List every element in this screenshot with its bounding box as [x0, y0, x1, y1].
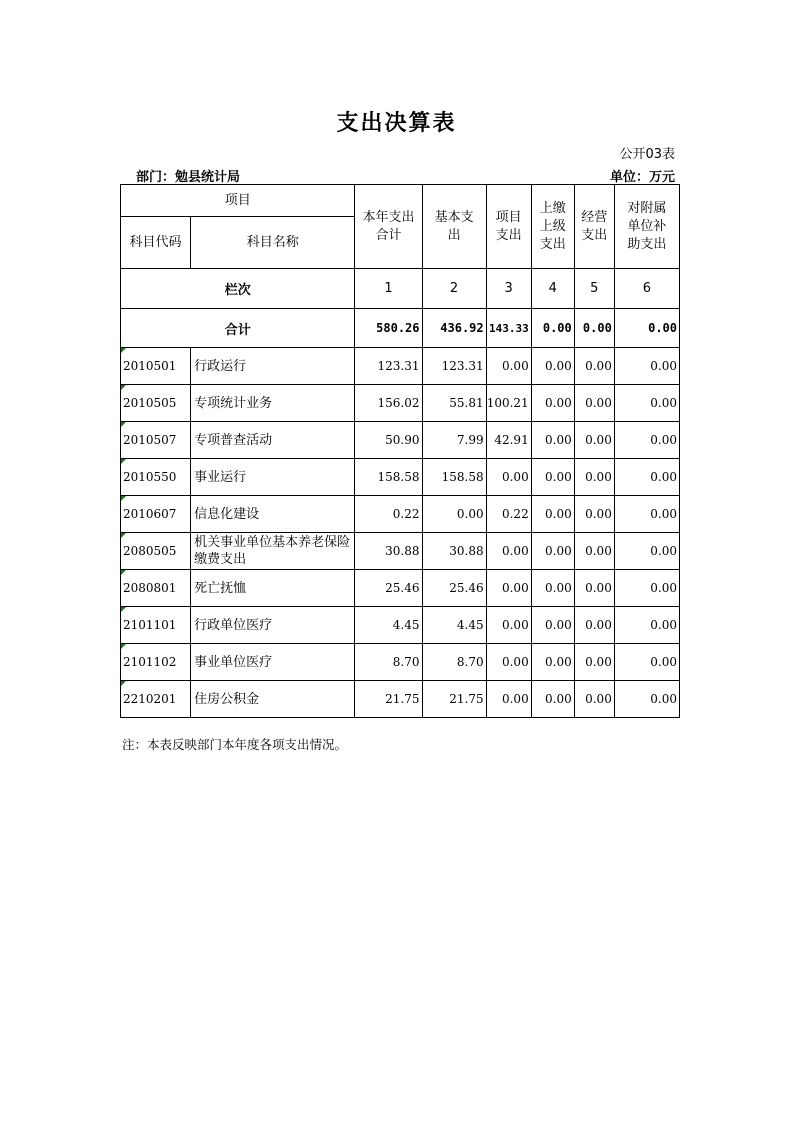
- subject-name: 专项普查活动: [191, 422, 355, 459]
- subject-name: 专项统计业务: [191, 385, 355, 422]
- table-row: [121, 533, 680, 570]
- cell-value: 0.00: [531, 348, 574, 385]
- cell-value: 123.31: [355, 348, 422, 385]
- cell-value: 0.00: [531, 422, 574, 459]
- cell-value: 0.00: [531, 533, 574, 570]
- cell-value: 0.00: [614, 348, 679, 385]
- cell-value: 0.00: [614, 385, 679, 422]
- total-label: 合计: [121, 309, 355, 348]
- table-row: [121, 422, 680, 459]
- cell-value: 158.58: [422, 459, 486, 496]
- header-upper-expenditure: 上缴上级支出: [531, 185, 574, 269]
- table-row: [121, 644, 680, 681]
- cell-value: 0.00: [574, 496, 614, 533]
- subject-name: 行政单位医疗: [191, 607, 355, 644]
- subject-name: 事业运行: [191, 459, 355, 496]
- cell-value: 0.22: [486, 496, 531, 533]
- table-row: [121, 681, 680, 718]
- cell-value: 0.00: [574, 385, 614, 422]
- cell-value: 0.00: [614, 644, 679, 681]
- cell-value: 21.75: [422, 681, 486, 718]
- cell-value: 8.70: [422, 644, 486, 681]
- cell-value: 0.00: [422, 496, 486, 533]
- total-value: 580.26: [355, 309, 422, 348]
- cell-value: 25.46: [355, 570, 422, 607]
- table-row: [121, 385, 680, 422]
- cell-value: 0.00: [486, 570, 531, 607]
- cell-value: 42.91: [486, 422, 531, 459]
- cell-value: 0.00: [486, 681, 531, 718]
- cell-value: 0.00: [486, 607, 531, 644]
- header-code: 科目代码: [121, 217, 191, 269]
- cell-value: 4.45: [355, 607, 422, 644]
- column-index: 5: [574, 269, 614, 309]
- cell-value: 30.88: [355, 533, 422, 570]
- table-row: [121, 348, 680, 385]
- subject-name: 行政运行: [191, 348, 355, 385]
- cell-value: 0.22: [355, 496, 422, 533]
- subject-name: 信息化建设: [191, 496, 355, 533]
- cell-value: 50.90: [355, 422, 422, 459]
- table-row: [121, 459, 680, 496]
- cell-value: 0.00: [614, 459, 679, 496]
- page-title: 支出决算表: [336, 111, 457, 136]
- cell-value: 0.00: [574, 681, 614, 718]
- cell-value: 30.88: [422, 533, 486, 570]
- header-project: 项目: [121, 185, 355, 217]
- subject-name: 机关事业单位基本养老保险缴费支出: [191, 533, 355, 570]
- cell-value: 0.00: [614, 496, 679, 533]
- cell-value: 156.02: [355, 385, 422, 422]
- subject-code: 2010501: [121, 348, 191, 385]
- total-value: 143.33: [486, 309, 531, 348]
- cell-value: 0.00: [614, 422, 679, 459]
- table-row: [121, 607, 680, 644]
- total-value: 0.00: [531, 309, 574, 348]
- cell-value: 0.00: [614, 607, 679, 644]
- cell-value: 0.00: [574, 533, 614, 570]
- subject-code: 2080505: [121, 533, 191, 570]
- cell-value: 7.99: [422, 422, 486, 459]
- header-name: 科目名称: [191, 217, 355, 269]
- subject-code: 2210201: [121, 681, 191, 718]
- column-index: 3: [486, 269, 531, 309]
- cell-value: 158.58: [355, 459, 422, 496]
- column-index: 2: [422, 269, 486, 309]
- footnote: 注：本表反映部门本年度各项支出情况。: [122, 737, 348, 752]
- cell-value: 123.31: [422, 348, 486, 385]
- expenditure-table: [120, 184, 680, 718]
- column-index: 4: [531, 269, 574, 309]
- subject-code: 2010607: [121, 496, 191, 533]
- cell-value: 0.00: [531, 459, 574, 496]
- cell-value: 0.00: [574, 570, 614, 607]
- subject-name: 住房公积金: [191, 681, 355, 718]
- cell-value: 0.00: [486, 459, 531, 496]
- cell-value: 0.00: [574, 422, 614, 459]
- subject-code: 2010550: [121, 459, 191, 496]
- cell-value: 0.00: [531, 496, 574, 533]
- cell-value: 0.00: [531, 385, 574, 422]
- header-business-expenditure: 经营支出: [574, 185, 614, 269]
- total-value: 436.92: [422, 309, 486, 348]
- cell-value: 0.00: [574, 459, 614, 496]
- cell-value: 21.75: [355, 681, 422, 718]
- cell-value: 0.00: [531, 570, 574, 607]
- header-subsidy-expenditure: 对附属单位补助支出: [614, 185, 679, 269]
- total-value: 0.00: [614, 309, 679, 348]
- cell-value: 0.00: [486, 533, 531, 570]
- cell-value: 0.00: [574, 607, 614, 644]
- subject-name: 事业单位医疗: [191, 644, 355, 681]
- subject-code: 2080801: [121, 570, 191, 607]
- subject-code: 2010507: [121, 422, 191, 459]
- cell-value: 4.45: [422, 607, 486, 644]
- cell-value: 0.00: [531, 607, 574, 644]
- cell-value: 0.00: [486, 644, 531, 681]
- cell-value: 0.00: [531, 644, 574, 681]
- table-row: [121, 570, 680, 607]
- column-index-label: 栏次: [121, 269, 355, 309]
- cell-value: 100.21: [486, 385, 531, 422]
- form-number: 公开03表: [619, 147, 675, 162]
- subject-code: 2101101: [121, 607, 191, 644]
- header-project-expenditure: 项目支出: [486, 185, 531, 269]
- subject-name: 死亡抚恤: [191, 570, 355, 607]
- cell-value: 0.00: [574, 348, 614, 385]
- column-index: 1: [355, 269, 422, 309]
- cell-value: 25.46: [422, 570, 486, 607]
- subject-code: 2010505: [121, 385, 191, 422]
- cell-value: 0.00: [614, 570, 679, 607]
- department-label: 部门：勉县统计局: [136, 170, 241, 185]
- cell-value: 0.00: [531, 681, 574, 718]
- column-index-row: [121, 269, 680, 309]
- table-row: [121, 496, 680, 533]
- header-basic-expenditure: 基本支出: [422, 185, 486, 269]
- cell-value: 0.00: [614, 681, 679, 718]
- subject-code: 2101102: [121, 644, 191, 681]
- cell-value: 0.00: [614, 533, 679, 570]
- total-row: [121, 309, 680, 348]
- total-value: 0.00: [574, 309, 614, 348]
- column-index: 6: [614, 269, 679, 309]
- cell-value: 0.00: [574, 644, 614, 681]
- unit-label: 单位：万元: [609, 170, 675, 185]
- header-total-expenditure: 本年支出合计: [355, 185, 422, 269]
- cell-value: 0.00: [486, 348, 531, 385]
- cell-value: 55.81: [422, 385, 486, 422]
- cell-value: 8.70: [355, 644, 422, 681]
